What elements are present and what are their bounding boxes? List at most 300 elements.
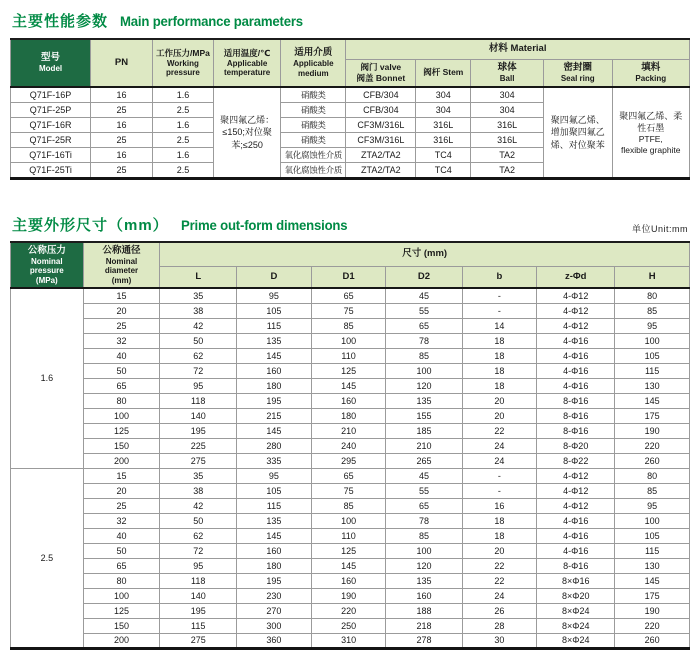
col-header-ball	[471, 59, 544, 87]
header-line: Seal ring	[560, 73, 595, 83]
D-cell: 105	[237, 303, 312, 318]
H-cell: 85	[615, 303, 690, 318]
pn-cell: 16	[91, 87, 153, 103]
D2-cell: 78	[386, 333, 462, 348]
L-cell: 195	[160, 423, 237, 438]
dimension-row	[11, 288, 690, 303]
D1-cell: 110	[311, 348, 386, 363]
D2-cell: 135	[386, 393, 462, 408]
section2-title-row	[12, 214, 690, 235]
D2-cell: 188	[386, 603, 462, 618]
D1-cell: 145	[311, 378, 386, 393]
b-cell: 22	[462, 558, 537, 573]
L-cell: 95	[160, 558, 237, 573]
D1-cell: 145	[311, 558, 386, 573]
z-phi-d-cell: 8×Φ20	[537, 588, 615, 603]
H-cell: 100	[615, 513, 690, 528]
t2-header-row-1	[11, 242, 690, 266]
performance-table	[10, 38, 690, 180]
D2-cell: 278	[386, 633, 462, 648]
nominal-pressure-value: 1.6	[11, 288, 84, 468]
b-cell: -	[462, 303, 537, 318]
H-cell: 85	[615, 483, 690, 498]
dn-cell: 50	[83, 543, 160, 558]
H-cell: 115	[615, 363, 690, 378]
model-cell: Q71F-16R	[11, 118, 91, 133]
col-header-seal-ring	[543, 59, 612, 87]
header-line: diameter	[104, 266, 139, 276]
pn-cell: 25	[91, 163, 153, 179]
D-cell: 115	[237, 318, 312, 333]
H-cell: 145	[615, 393, 690, 408]
D-cell: 180	[237, 558, 312, 573]
D1-cell: 190	[311, 588, 386, 603]
dn-cell: 15	[83, 468, 160, 483]
L-cell: 118	[160, 573, 237, 588]
header-line: 适用介质	[294, 47, 333, 59]
L-cell: 115	[160, 618, 237, 633]
H-cell: 190	[615, 603, 690, 618]
bonnet-cell: ZTA2/TA2	[346, 148, 416, 163]
L-cell: 62	[160, 348, 237, 363]
H-cell: 95	[615, 498, 690, 513]
D-cell: 135	[237, 333, 312, 348]
D2-cell: 218	[386, 618, 462, 633]
dimension-row	[11, 318, 690, 333]
D-cell: 160	[237, 363, 312, 378]
b-cell: 18	[462, 378, 537, 393]
H-cell: 95	[615, 318, 690, 333]
temperature-merged-cell: 聚四氟乙烯：≤150;对位聚苯;≤250	[214, 87, 281, 179]
b-cell: -	[462, 288, 537, 303]
D1-cell: 75	[311, 303, 386, 318]
t1-header-row-1	[11, 39, 690, 59]
dn-cell: 32	[83, 513, 160, 528]
model-cell: Q71F-16P	[11, 87, 91, 103]
dimension-row	[11, 543, 690, 558]
header-line: 阀杆 Stem	[423, 67, 464, 78]
pressure-cell: 2.5	[152, 133, 213, 148]
col-header-size-group	[160, 242, 690, 266]
model-cell: Q71F-16Ti	[11, 148, 91, 163]
header-line: Applicable	[226, 58, 268, 68]
L-cell: 225	[160, 438, 237, 453]
z-phi-d-cell: 4-Φ16	[537, 378, 615, 393]
section1-title-cn: 主要性能参数	[12, 13, 109, 30]
stem-cell: 316L	[416, 133, 471, 148]
D1-cell: 75	[311, 483, 386, 498]
pressure-cell: 1.6	[152, 118, 213, 133]
dn-cell: 150	[83, 438, 160, 453]
medium-cell: 硝酸类	[281, 87, 346, 103]
medium-cell: 硝酸类	[281, 133, 346, 148]
header-line: Model	[39, 64, 63, 74]
col-header-z-phi-d: z-Φd	[537, 266, 615, 288]
col-header-L: L	[160, 266, 237, 288]
header-line: 密封圈	[563, 62, 592, 74]
H-cell: 220	[615, 438, 690, 453]
L-cell: 50	[160, 513, 237, 528]
nominal-pressure-value: 2.5	[11, 468, 84, 648]
D-cell: 230	[237, 588, 312, 603]
header-line: 工作压力/MPa	[156, 48, 210, 59]
z-phi-d-cell: 4-Φ12	[537, 318, 615, 333]
dimension-row	[11, 603, 690, 618]
H-cell: 130	[615, 378, 690, 393]
header-line: 公称通径	[102, 244, 141, 256]
L-cell: 38	[160, 483, 237, 498]
z-phi-d-cell: 8×Φ24	[537, 633, 615, 648]
D2-cell: 45	[386, 288, 462, 303]
L-cell: 42	[160, 318, 237, 333]
ball-cell: TA2	[471, 148, 544, 163]
header-line: 球体	[497, 62, 517, 74]
pressure-cell: 1.6	[152, 87, 213, 103]
L-cell: 72	[160, 543, 237, 558]
dn-cell: 40	[83, 348, 160, 363]
D2-cell: 55	[386, 303, 462, 318]
pressure-cell: 2.5	[152, 103, 213, 118]
dimension-row	[11, 558, 690, 573]
stem-cell: 304	[416, 103, 471, 118]
col-header-D2: D2	[386, 266, 462, 288]
dn-cell: 50	[83, 363, 160, 378]
b-cell: 24	[462, 588, 537, 603]
dimension-row	[11, 348, 690, 363]
b-cell: 20	[462, 543, 537, 558]
col-header-medium	[281, 39, 346, 87]
col-header-temperature	[214, 39, 281, 87]
H-cell: 130	[615, 558, 690, 573]
col-header-model	[11, 39, 91, 87]
z-phi-d-cell: 8-Φ22	[537, 453, 615, 468]
header-line: Packing	[635, 73, 667, 83]
dn-cell: 150	[83, 618, 160, 633]
D1-cell: 180	[311, 408, 386, 423]
seal-ring-merged-cell: 聚四氟乙烯、增加聚四氟乙烯、对位聚苯	[543, 87, 612, 179]
medium-cell: 氧化腐蚀性介质	[281, 163, 346, 179]
D-cell: 270	[237, 603, 312, 618]
ball-cell: 316L	[471, 133, 544, 148]
L-cell: 95	[160, 378, 237, 393]
packing-line: PTFE,	[638, 134, 663, 145]
H-cell: 145	[615, 573, 690, 588]
header-line: pressure	[29, 266, 64, 276]
L-cell: 140	[160, 408, 237, 423]
b-cell: 20	[462, 393, 537, 408]
bonnet-cell: CF3M/316L	[346, 133, 416, 148]
bonnet-cell: ZTA2/TA2	[346, 163, 416, 179]
pn-cell: 25	[91, 103, 153, 118]
col-header-packing	[612, 59, 689, 87]
D-cell: 180	[237, 378, 312, 393]
H-cell: 105	[615, 348, 690, 363]
b-cell: 20	[462, 408, 537, 423]
z-phi-d-cell: 4-Φ16	[537, 543, 615, 558]
D1-cell: 125	[311, 543, 386, 558]
L-cell: 50	[160, 333, 237, 348]
D2-cell: 45	[386, 468, 462, 483]
col-header-b: b	[462, 266, 537, 288]
H-cell: 260	[615, 633, 690, 648]
b-cell: 18	[462, 348, 537, 363]
dimension-row	[11, 408, 690, 423]
packing-line: flexible graphite	[620, 144, 681, 155]
stem-cell: 304	[416, 87, 471, 103]
col-header-nominal-pressure	[11, 242, 84, 288]
D-cell: 195	[237, 573, 312, 588]
col-header-D: D	[237, 266, 312, 288]
header-line: Nominal	[105, 256, 138, 266]
z-phi-d-cell: 4-Φ16	[537, 348, 615, 363]
dn-cell: 65	[83, 558, 160, 573]
header-line: 阀门 valve	[360, 62, 402, 73]
D2-cell: 65	[386, 318, 462, 333]
D1-cell: 110	[311, 528, 386, 543]
dn-cell: 80	[83, 573, 160, 588]
dn-cell: 40	[83, 528, 160, 543]
L-cell: 42	[160, 498, 237, 513]
b-cell: 24	[462, 438, 537, 453]
stem-cell: 316L	[416, 118, 471, 133]
D1-cell: 85	[311, 318, 386, 333]
dn-cell: 15	[83, 288, 160, 303]
header-line: Ball	[499, 73, 515, 83]
b-cell: 22	[462, 423, 537, 438]
pn-cell: 16	[91, 148, 153, 163]
D-cell: 95	[237, 288, 312, 303]
col-header-nominal-diameter	[83, 242, 160, 288]
b-cell: -	[462, 468, 537, 483]
pn-cell: 25	[91, 133, 153, 148]
pressure-cell: 1.6	[152, 148, 213, 163]
H-cell: 175	[615, 588, 690, 603]
medium-cell: 硝酸类	[281, 118, 346, 133]
D2-cell: 85	[386, 348, 462, 363]
L-cell: 140	[160, 588, 237, 603]
header-line: Nominal	[31, 256, 63, 266]
dimension-row	[11, 588, 690, 603]
D1-cell: 160	[311, 393, 386, 408]
header-line: 材料 Material	[488, 43, 547, 55]
model-cell: Q71F-25Ti	[11, 163, 91, 179]
dn-cell: 20	[83, 483, 160, 498]
pressure-group-2-5	[11, 468, 690, 648]
b-cell: 26	[462, 603, 537, 618]
b-cell: 16	[462, 498, 537, 513]
b-cell: -	[462, 483, 537, 498]
b-cell: 18	[462, 528, 537, 543]
D-cell: 145	[237, 528, 312, 543]
L-cell: 195	[160, 603, 237, 618]
header-line: 阀盖 Bonnet	[356, 72, 406, 83]
dn-cell: 125	[83, 603, 160, 618]
D2-cell: 100	[386, 543, 462, 558]
header-line: 型号	[41, 52, 61, 64]
D-cell: 160	[237, 543, 312, 558]
header-line: pressure	[166, 68, 200, 78]
dn-cell: 80	[83, 393, 160, 408]
section1-title-en: Main performance parameters	[120, 13, 303, 29]
ball-cell: TA2	[471, 163, 544, 179]
ball-cell: 304	[471, 103, 544, 118]
model-cell: Q71F-25P	[11, 103, 91, 118]
b-cell: 24	[462, 453, 537, 468]
D1-cell: 210	[311, 423, 386, 438]
H-cell: 105	[615, 528, 690, 543]
header-line: 填料	[641, 62, 661, 74]
col-header-pn	[91, 39, 153, 87]
D1-cell: 240	[311, 438, 386, 453]
z-phi-d-cell: 4-Φ16	[537, 528, 615, 543]
D1-cell: 100	[311, 513, 386, 528]
D-cell: 95	[237, 468, 312, 483]
D-cell: 300	[237, 618, 312, 633]
pn-cell: 16	[91, 118, 153, 133]
D-cell: 145	[237, 348, 312, 363]
H-cell: 80	[615, 288, 690, 303]
D-cell: 135	[237, 513, 312, 528]
b-cell: 14	[462, 318, 537, 333]
z-phi-d-cell: 4-Φ12	[537, 303, 615, 318]
header-line: temperature	[223, 68, 271, 78]
model-cell: Q71F-25R	[11, 133, 91, 148]
col-header-material-group	[346, 39, 690, 59]
D1-cell: 295	[311, 453, 386, 468]
z-phi-d-cell: 8×Φ16	[537, 573, 615, 588]
L-cell: 62	[160, 528, 237, 543]
D-cell: 195	[237, 393, 312, 408]
L-cell: 118	[160, 393, 237, 408]
header-line: Working	[167, 58, 199, 68]
D2-cell: 135	[386, 573, 462, 588]
L-cell: 35	[160, 468, 237, 483]
D1-cell: 65	[311, 468, 386, 483]
D2-cell: 160	[386, 588, 462, 603]
D-cell: 145	[237, 423, 312, 438]
L-cell: 72	[160, 363, 237, 378]
D1-cell: 250	[311, 618, 386, 633]
z-phi-d-cell: 8-Φ16	[537, 408, 615, 423]
D1-cell: 100	[311, 333, 386, 348]
ball-cell: 304	[471, 87, 544, 103]
D-cell: 280	[237, 438, 312, 453]
D2-cell: 185	[386, 423, 462, 438]
b-cell: 30	[462, 633, 537, 648]
b-cell: 18	[462, 513, 537, 528]
D1-cell: 125	[311, 363, 386, 378]
dn-cell: 100	[83, 588, 160, 603]
dimension-row	[11, 468, 690, 483]
header-line: 公称压力	[27, 244, 66, 256]
pressure-group-1-6	[11, 288, 690, 468]
dn-cell: 100	[83, 408, 160, 423]
z-phi-d-cell: 4-Φ12	[537, 288, 615, 303]
unit-note: 单位Unit:mm	[632, 224, 688, 234]
z-phi-d-cell: 4-Φ12	[537, 483, 615, 498]
header-line: Applicable	[293, 59, 334, 69]
packing-merged-cell	[612, 87, 689, 179]
b-cell: 28	[462, 618, 537, 633]
pressure-cell: 2.5	[152, 163, 213, 179]
dn-cell: 25	[83, 318, 160, 333]
dimension-row	[11, 498, 690, 513]
dn-cell: 125	[83, 423, 160, 438]
dimension-row	[11, 333, 690, 348]
section2-title-en: Prime out-form dimensions	[180, 217, 348, 233]
z-phi-d-cell: 8-Φ20	[537, 438, 615, 453]
medium-cell: 硝酸类	[281, 103, 346, 118]
z-phi-d-cell: 8×Φ24	[537, 618, 615, 633]
stem-cell: TC4	[416, 148, 471, 163]
L-cell: 35	[160, 288, 237, 303]
dimensions-table	[10, 241, 690, 650]
H-cell: 100	[615, 333, 690, 348]
z-phi-d-cell: 8-Φ16	[537, 423, 615, 438]
dn-cell: 200	[83, 453, 160, 468]
b-cell: 18	[462, 333, 537, 348]
header-line: medium	[297, 68, 329, 78]
section1-title	[12, 10, 690, 31]
bonnet-cell: CFB/304	[346, 87, 416, 103]
header-line: (mm)	[111, 275, 132, 285]
H-cell: 175	[615, 408, 690, 423]
D-cell: 115	[237, 498, 312, 513]
z-phi-d-cell: 4-Φ12	[537, 498, 615, 513]
H-cell: 190	[615, 423, 690, 438]
z-phi-d-cell: 4-Φ16	[537, 513, 615, 528]
D2-cell: 120	[386, 558, 462, 573]
dn-cell: 20	[83, 303, 160, 318]
dimension-row	[11, 423, 690, 438]
medium-cell: 氧化腐蚀性介质	[281, 148, 346, 163]
D2-cell: 155	[386, 408, 462, 423]
z-phi-d-cell: 4-Φ12	[537, 468, 615, 483]
ball-cell: 316L	[471, 118, 544, 133]
z-phi-d-cell: 4-Φ16	[537, 333, 615, 348]
D2-cell: 210	[386, 438, 462, 453]
dn-cell: 25	[83, 498, 160, 513]
header-line: (MPa)	[35, 275, 58, 285]
col-header-bonnet	[346, 59, 416, 87]
z-phi-d-cell: 8-Φ16	[537, 558, 615, 573]
H-cell: 220	[615, 618, 690, 633]
col-header-D1: D1	[311, 266, 386, 288]
dimension-row	[11, 573, 690, 588]
z-phi-d-cell: 8×Φ24	[537, 603, 615, 618]
D2-cell: 120	[386, 378, 462, 393]
dimension-row	[11, 378, 690, 393]
bonnet-cell: CF3M/316L	[346, 118, 416, 133]
D2-cell: 265	[386, 453, 462, 468]
dimension-row	[11, 393, 690, 408]
D-cell: 360	[237, 633, 312, 648]
dimension-row	[11, 453, 690, 468]
table-row	[11, 87, 690, 103]
D2-cell: 55	[386, 483, 462, 498]
dimension-row	[11, 363, 690, 378]
D2-cell: 85	[386, 528, 462, 543]
dimension-row	[11, 483, 690, 498]
packing-line: 聚四氟乙烯、柔性石墨	[619, 110, 683, 133]
header-line: 适用温度/℃	[223, 48, 271, 59]
dimension-row	[11, 303, 690, 318]
col-header-stem	[416, 59, 471, 87]
D2-cell: 100	[386, 363, 462, 378]
catalog-page	[10, 10, 690, 650]
col-header-working-pressure	[152, 39, 213, 87]
D-cell: 215	[237, 408, 312, 423]
